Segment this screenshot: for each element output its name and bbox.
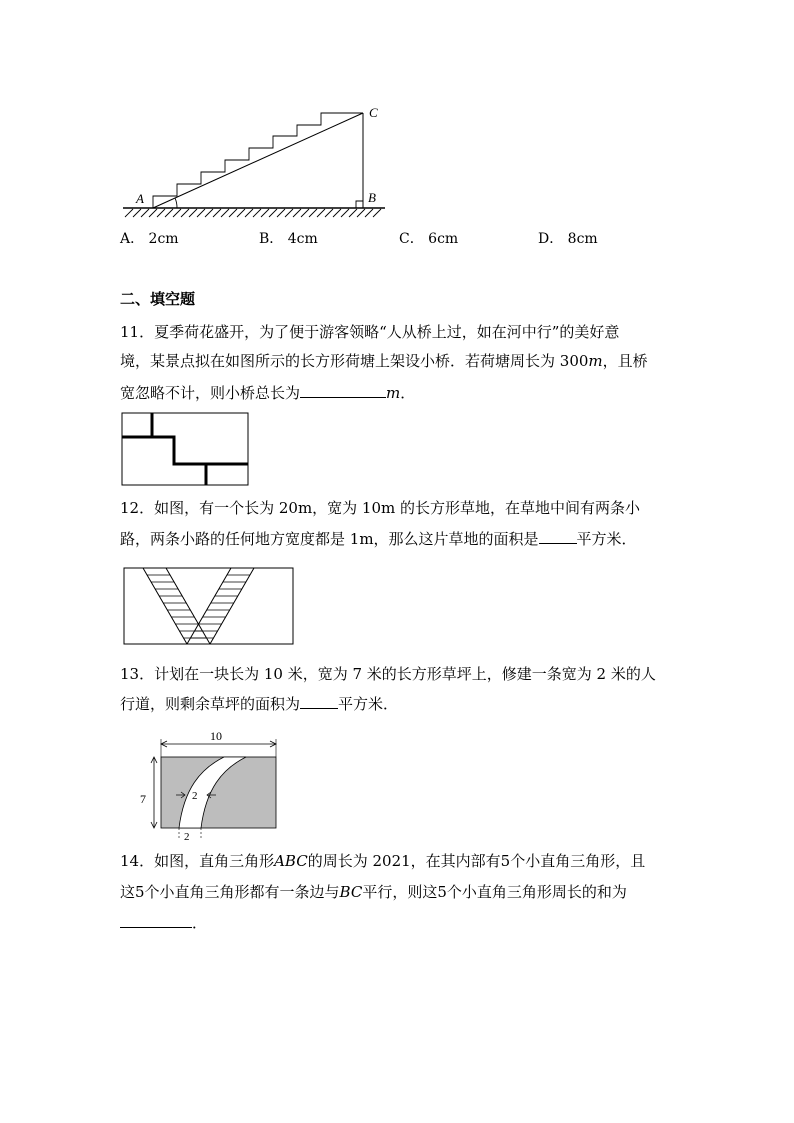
- q14-line2-post: 平行，则这5个小直角三角形周长的和为: [362, 883, 627, 901]
- q11-line1: 11．夏季荷花盛开，为了便于游客领略“人从桥上过，如在河中行”的美好意: [120, 323, 620, 341]
- section-title: 二、填空题: [120, 290, 196, 308]
- option-a: A． 2cm: [120, 231, 179, 247]
- option-c: C． 6cm: [399, 231, 459, 247]
- label-7: 7: [140, 792, 146, 806]
- q12-answer-blank: [539, 529, 577, 544]
- q14-abc: ABC: [274, 852, 308, 870]
- label-2-width: 2: [192, 790, 198, 802]
- label-a: A: [136, 191, 144, 206]
- q14-line2-pre: 这5个小直角三角形都有一条边与: [120, 883, 340, 901]
- q13-line2: [120, 694, 398, 714]
- q13-line1: 13．计划在一块长为 10 米，宽为 7 米的长方形草坪上，修建一条宽为 2 米的人: [120, 665, 656, 683]
- label-b: B: [368, 190, 376, 205]
- q11-line3: [120, 383, 415, 403]
- label-c: C: [369, 105, 378, 120]
- q11-line3-unit: m: [386, 384, 401, 402]
- q14-answer-blank: [120, 913, 192, 928]
- q11-line2: [120, 351, 648, 371]
- staircase-figure: [115, 95, 400, 225]
- q11-line2-pre: 境，某景点拟在如图所示的长方形荷塘上架设小桥．若荷塘周长为 300: [120, 352, 589, 370]
- q12-line2: [120, 529, 637, 549]
- q12-line2-post: 平方米．: [576, 530, 637, 548]
- q11-line3-post: ．: [400, 384, 416, 402]
- lawn-paths-figure: [123, 567, 295, 647]
- q11-line2-unit: m: [588, 352, 603, 370]
- q13-answer-blank: [300, 694, 338, 709]
- q11-line3-pre: 宽忽略不计，则小桥总长为: [120, 384, 301, 402]
- q13-line2-pre: 行道，则剩余草坪的面积为: [120, 695, 301, 713]
- q14-bc: BC: [339, 883, 363, 901]
- label-10: 10: [210, 729, 222, 743]
- q13-line2-post: 平方米．: [338, 695, 399, 713]
- option-b: B． 4cm: [259, 231, 318, 247]
- q11-answer-blank: [300, 383, 386, 398]
- q14-line1-post: 的周长为 2021，在其内部有5个小直角三角形，且: [307, 852, 646, 870]
- pond-bridge-figure: [121, 412, 251, 487]
- lawn-walkway-figure: [136, 727, 286, 842]
- q12-line1: 12．如图，有一个长为 20m，宽为 10m 的长方形草地，在草地中间有两条小: [120, 499, 641, 517]
- q14-line1-pre: 14．如图，直角三角形: [120, 852, 275, 870]
- q14-line2: [120, 882, 627, 902]
- option-d: D． 8cm: [538, 231, 598, 247]
- q12-line2-pre: 路，两条小路的任何地方宽度都是 1m，那么这片草地的面积是: [120, 530, 539, 548]
- q11-line2-post: ，且桥: [602, 352, 648, 370]
- q14-line1: [120, 851, 645, 871]
- q14-line3: [120, 913, 207, 933]
- label-2-bottom: 2: [184, 831, 190, 842]
- q14-line3-post: ．: [192, 914, 208, 932]
